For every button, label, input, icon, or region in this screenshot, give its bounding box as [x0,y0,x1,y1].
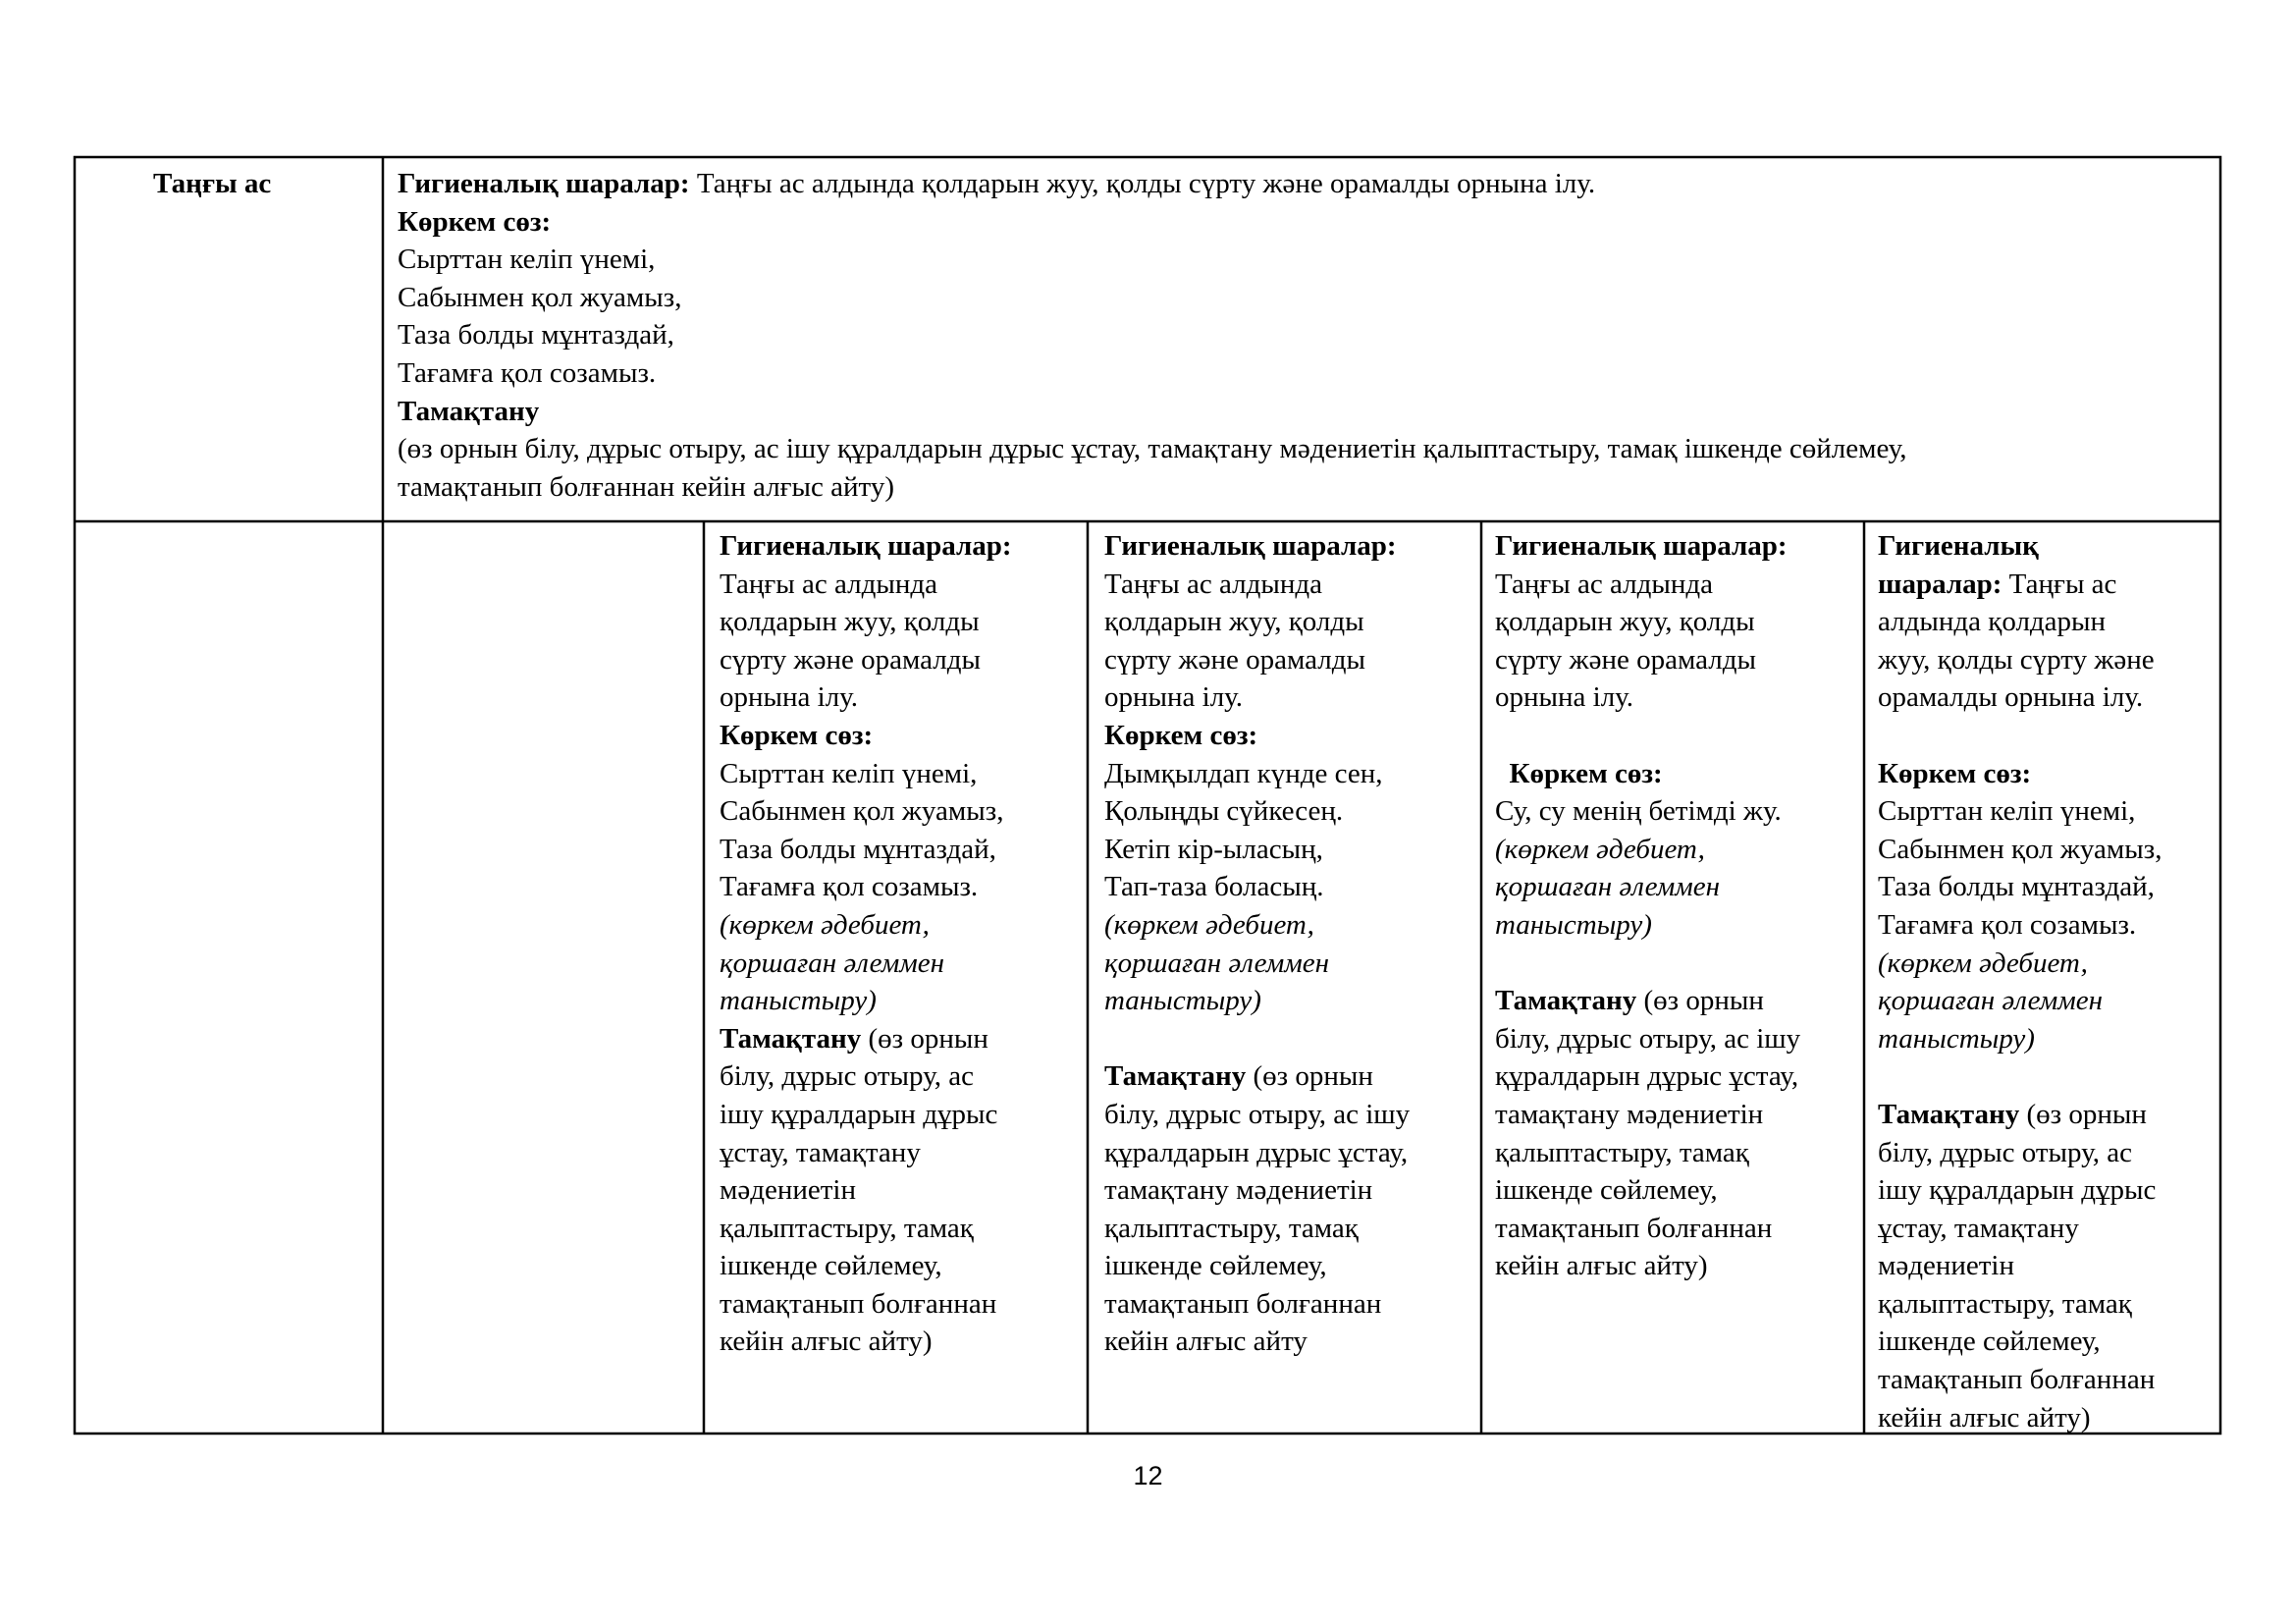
subject-note: таныстыру) [1495,908,1652,941]
meal-line: қалыптастыру, тамақ [1878,1287,2132,1320]
meal-line: құралдарын дұрыс ұстау, [1104,1136,1409,1168]
page-number: 12 [1133,1461,1163,1490]
meal-heading: Тамақтану [1878,1098,2020,1130]
meal-line: (өз орнын [1636,985,1764,1017]
hygiene-line: алдында қолдарын [1878,606,2107,638]
meal-line: (өз орнын [1246,1060,1373,1093]
poem-line: Кетіп кір-ыласың, [1104,833,1323,865]
poem-heading: Көркем сөз: [720,719,874,751]
meal-heading: Тамақтану [720,1022,862,1055]
meal-heading: Тамақтану [1104,1060,1247,1093]
poem-heading: Көркем сөз: [1104,719,1258,751]
meal-line: (өз орнын [2019,1098,2147,1130]
meal-line: ішкенде сөйлемеу, [1878,1326,2101,1358]
meal-line: қалыптастыру, тамақ [720,1212,974,1244]
meal-line: қалыптастыру, тамақ [1104,1212,1359,1244]
hygiene-line: сүрту және орамалды [1104,643,1365,676]
hygiene-heading: Гигиеналық [1878,530,2039,562]
poem-line: Сабынмен қол жуамыз, [398,281,682,313]
hygiene-line: орнына ілу. [1104,681,1244,714]
hygiene-line: орнына ілу. [1495,681,1634,714]
hygiene-line: қолдарын жуу, қолды [720,606,980,638]
hygiene-line: қолдарын жуу, қолды [1495,606,1755,638]
poem-line: Тағамға қол созамыз. [398,356,657,389]
row-label-breakfast: Таңғы ас [153,168,272,199]
meal-line: ішкенде сөйлемеу, [720,1250,942,1282]
poem-line: Дымқылдап күнде сен, [1104,757,1383,789]
meal-line: тамақтанып болғаннан [720,1287,997,1320]
meal-line: білу, дұрыс отыру, ас ішу [1495,1022,1801,1055]
poem-line: Тап-таза боласың. [1104,871,1324,903]
day-column-2 [1104,527,1477,1361]
hygiene-heading: Гигиеналық шаралар: [398,168,690,199]
row1-content [398,165,2204,506]
poem-line: Сабынмен қол жуамыз, [1878,833,2163,865]
hygiene-line: жуу, қолды сүрту және [1878,643,2155,676]
meal-heading: Тамақтану [1495,985,1637,1017]
meal-line: ішкенде сөйлемеу, [1495,1174,1718,1207]
meal-line: кейін алғыс айту) [1495,1250,1708,1282]
meal-line: ішу құралдарын дұрыс [720,1098,998,1130]
poem-line: Су, су менің бетімді жу. [1495,795,1782,828]
meal-line: ұстау, тамақтану [720,1136,921,1168]
meal-text-line1: (өз орнын білу, дұрыс отыру, ас ішу құралдарын дұрыс ұстау, тамақтану мәдениетін қалыптастыру, тамақ ішкенде сөйлемеу, [398,433,1907,465]
subject-note: таныстыру) [720,985,877,1017]
meal-line: қалыптастыру, тамақ [1495,1136,1749,1168]
hygiene-line: орнына ілу. [720,681,859,714]
poem-line: Таза болды мұнтаздай, [720,833,996,865]
subject-note: (көркем әдебиет, [1104,908,1314,941]
meal-line: ішу құралдарын дұрыс [1878,1174,2157,1207]
meal-line: мәдениетін [1878,1250,2015,1282]
meal-line: кейін алғыс айту) [720,1326,933,1358]
poem-line: Таза болды мұнтаздай, [1878,871,2155,903]
hygiene-line: Таңғы ас алдында [720,568,937,600]
poem-line: Сырттан келіп үнемі, [1878,795,2136,828]
poem-line: Тағамға қол созамыз. [1878,908,2137,941]
meal-heading: Тамақтану [398,395,540,427]
row1-hygiene-line [398,165,2204,203]
meal-line: құралдарын дұрыс ұстау, [1495,1060,1799,1093]
hygiene-line: Таңғы ас [2002,568,2117,600]
meal-line: білу, дұрыс отыру, ас [1878,1136,2132,1168]
day-column-3 [1495,527,1860,1285]
hygiene-heading: Гигиеналық шаралар: [1495,530,1788,562]
subject-note: қоршаған әлеммен [720,947,945,979]
subject-note: (көркем әдебиет, [1495,833,1705,865]
hygiene-heading: шаралар: [1878,568,2002,600]
hygiene-heading: Гигиеналық шаралар: [720,530,1012,562]
meal-line: кейін алғыс айту) [1878,1401,2091,1434]
poem-line: Сырттан келіп үнемі, [398,244,656,276]
poem-line: Тағамға қол созамыз. [720,871,979,903]
meal-line: ішкенде сөйлемеу, [1104,1250,1327,1282]
subject-note: (көркем әдебиет, [1878,947,2088,979]
meal-line: кейін алғыс айту [1104,1326,1308,1358]
poem-line: Таза болды мұнтаздай, [398,319,674,352]
poem-heading: Көркем сөз: [398,205,552,238]
meal-line: тамақтану мәдениетін [1104,1174,1373,1207]
meal-line: тамақтанып болғаннан [1495,1212,1773,1244]
poem-line: Сырттан келіп үнемі, [720,757,978,789]
meal-line: білу, дұрыс отыру, ас ішу [1104,1098,1411,1130]
day-column-1 [720,527,1085,1361]
meal-line: мәдениетін [720,1174,857,1207]
meal-text-line2: тамақтанып болғаннан кейін алғыс айту) [398,470,894,503]
meal-line: тамақтану мәдениетін [1495,1098,1764,1130]
hygiene-text: Таңғы ас алдында қолдарын жуу, қолды сүрту және орамалды орнына ілу. [689,168,1596,199]
poem-heading: Көркем сөз: [1878,757,2032,789]
subject-note: (көркем әдебиет, [720,908,930,941]
subject-note: таныстыру) [1878,1022,2035,1055]
hygiene-line: Таңғы ас алдында [1495,568,1713,600]
subject-note: қоршаған әлеммен [1495,871,1721,903]
meal-line: тамақтанып болғаннан [1878,1364,2156,1396]
hygiene-line: орамалды орнына ілу. [1878,681,2144,714]
hygiene-line: Таңғы ас алдында [1104,568,1322,600]
meal-line: тамақтанып болғаннан [1104,1287,1382,1320]
hygiene-line: сүрту және орамалды [1495,643,1756,676]
meal-line: ұстау, тамақтану [1878,1212,2079,1244]
meal-line: білу, дұрыс отыру, ас [720,1060,974,1093]
poem-line: Сабынмен қол жуамыз, [720,795,1004,828]
hygiene-heading: Гигиеналық шаралар: [1104,530,1397,562]
day-column-4 [1878,527,2216,1436]
poem-heading: Көркем сөз: [1495,757,1663,789]
subject-note: қоршаған әлеммен [1878,985,2104,1017]
meal-line: (өз орнын [861,1022,988,1055]
hygiene-line: сүрту және орамалды [720,643,981,676]
subject-note: қоршаған әлеммен [1104,947,1330,979]
poem-line: Қолыңды сүйкесең. [1104,795,1344,828]
subject-note: таныстыру) [1104,985,1261,1017]
hygiene-line: қолдарын жуу, қолды [1104,606,1364,638]
